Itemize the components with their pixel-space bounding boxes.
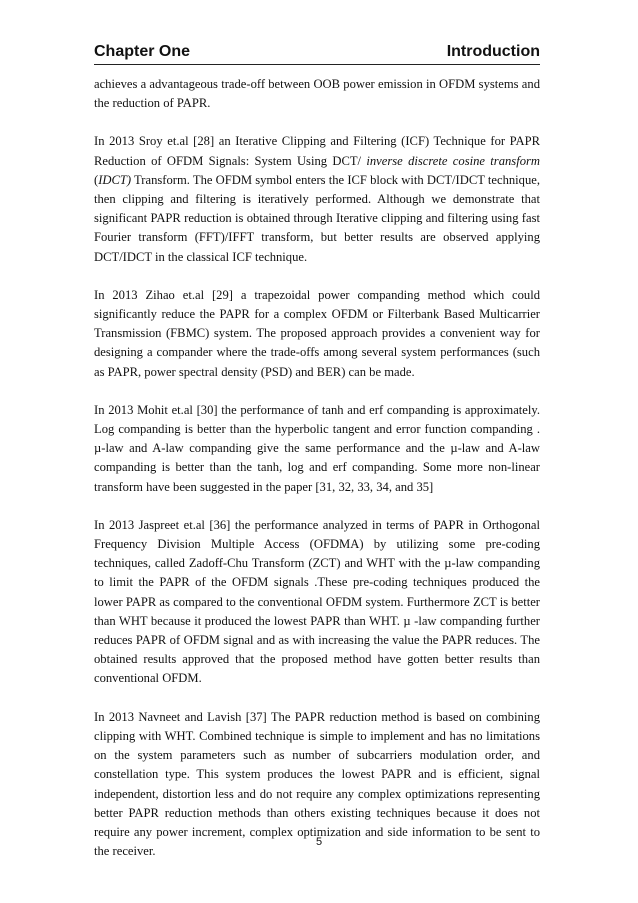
- paragraph-text: In 2013 Zihao et.al [29] a trapezoidal power companding method which could significantly reduce the PAPR for a complex OFDM or Filterbank Based Multicarrier Transmission (FBMC) system. The proposed approach provides a convenient way for designing a compander where the trade-offs among several system performances (such as PAPR, power spectral density (PSD) and BER) can be made.: [94, 287, 540, 379]
- paragraph-text: In 2013 Mohit et.al [30] the performance of tanh and erf companding is approximately. Log companding is better than the hyperbolic tangent and error function companding . µ-law and A-law companding give the same performance and the µ-law and A-law companding is better than the tanh, log and erf companding. Some more non-linear transform have been suggested in the paper [31, 32, 33, 34, and 35]: [94, 402, 540, 494]
- paragraph-oob-tradeoff: [94, 75, 540, 113]
- section-title: Introduction: [446, 43, 540, 60]
- paragraph-text: achieves a advantageous trade-off between OOB power emission in OFDM systems and the reduction of PAPR.: [94, 77, 540, 111]
- italic-term-idct: IDCT): [98, 172, 132, 187]
- italic-term-idct-expansion: inverse discrete cosine transform: [366, 153, 540, 168]
- paragraph-sroy: [94, 132, 540, 266]
- paragraph-text: In 2013 Sroy et.al [28] an Iterative Clipping and Filtering (ICF) Technique for PAPR Reduction of OFDM Signals: System Using DCT/: [94, 134, 540, 168]
- page-number: 5: [315, 836, 323, 848]
- chapter-title: Chapter One: [94, 43, 191, 60]
- paragraph-text: Transform. The OFDM symbol enters the ICF block with DCT/IDCT technique, then clipping and filtering is iteratively performed. Although we demonstrate that significant PAPR reduction is obtained through Iterative clipping and filtering using fast Fourier transform (FFT)/IFFT transform, but better results are observed applying DCT/IDCT in the classical ICF technique.: [94, 172, 540, 264]
- paragraph-text: In 2013 Jaspreet et.al [36] the performance analyzed in terms of PAPR in Orthogonal Frequency Division Multiple Access (OFDMA) by utilizing some pre-coding techniques, called Zadoff-Chu Transform (ZCT) and WHT with the µ-law companding to limit the PAPR of the OFDM signals .These pre-coding techniques produced the lower PAPR as compared to the conventional OFDM system. Furthermore ZCT is better than WHT because it produced the lowest PAPR than WHT. µ -law companding further reduces PAPR of OFDM signal and as with increasing the value the PAPR reduces. The obtained results approved that the proposed method have gotten better results than conventional OFDM.: [94, 517, 540, 686]
- paragraph-zihao: [94, 286, 540, 382]
- paragraph-text: (: [94, 172, 99, 187]
- body-text: [94, 75, 540, 880]
- paragraph-jaspreet: [94, 516, 540, 689]
- paragraph-text: In 2013 Navneet and Lavish [37] The PAPR reduction method is based on combining clipping with WHT. Combined technique is simple to implement and has no limitations on the system parameters such as number of subcarriers modulation order, and constellation type. This system produces the lowest PAPR and is efficient, signal independent, distortion less and do not require any complex optimizations representing better PAPR reduction methods than others existing techniques because it does not require any power increment, complex optimization and side information to be sent to the receiver.: [94, 709, 540, 859]
- page-header: [94, 38, 540, 65]
- paragraph-mohit: [94, 401, 540, 497]
